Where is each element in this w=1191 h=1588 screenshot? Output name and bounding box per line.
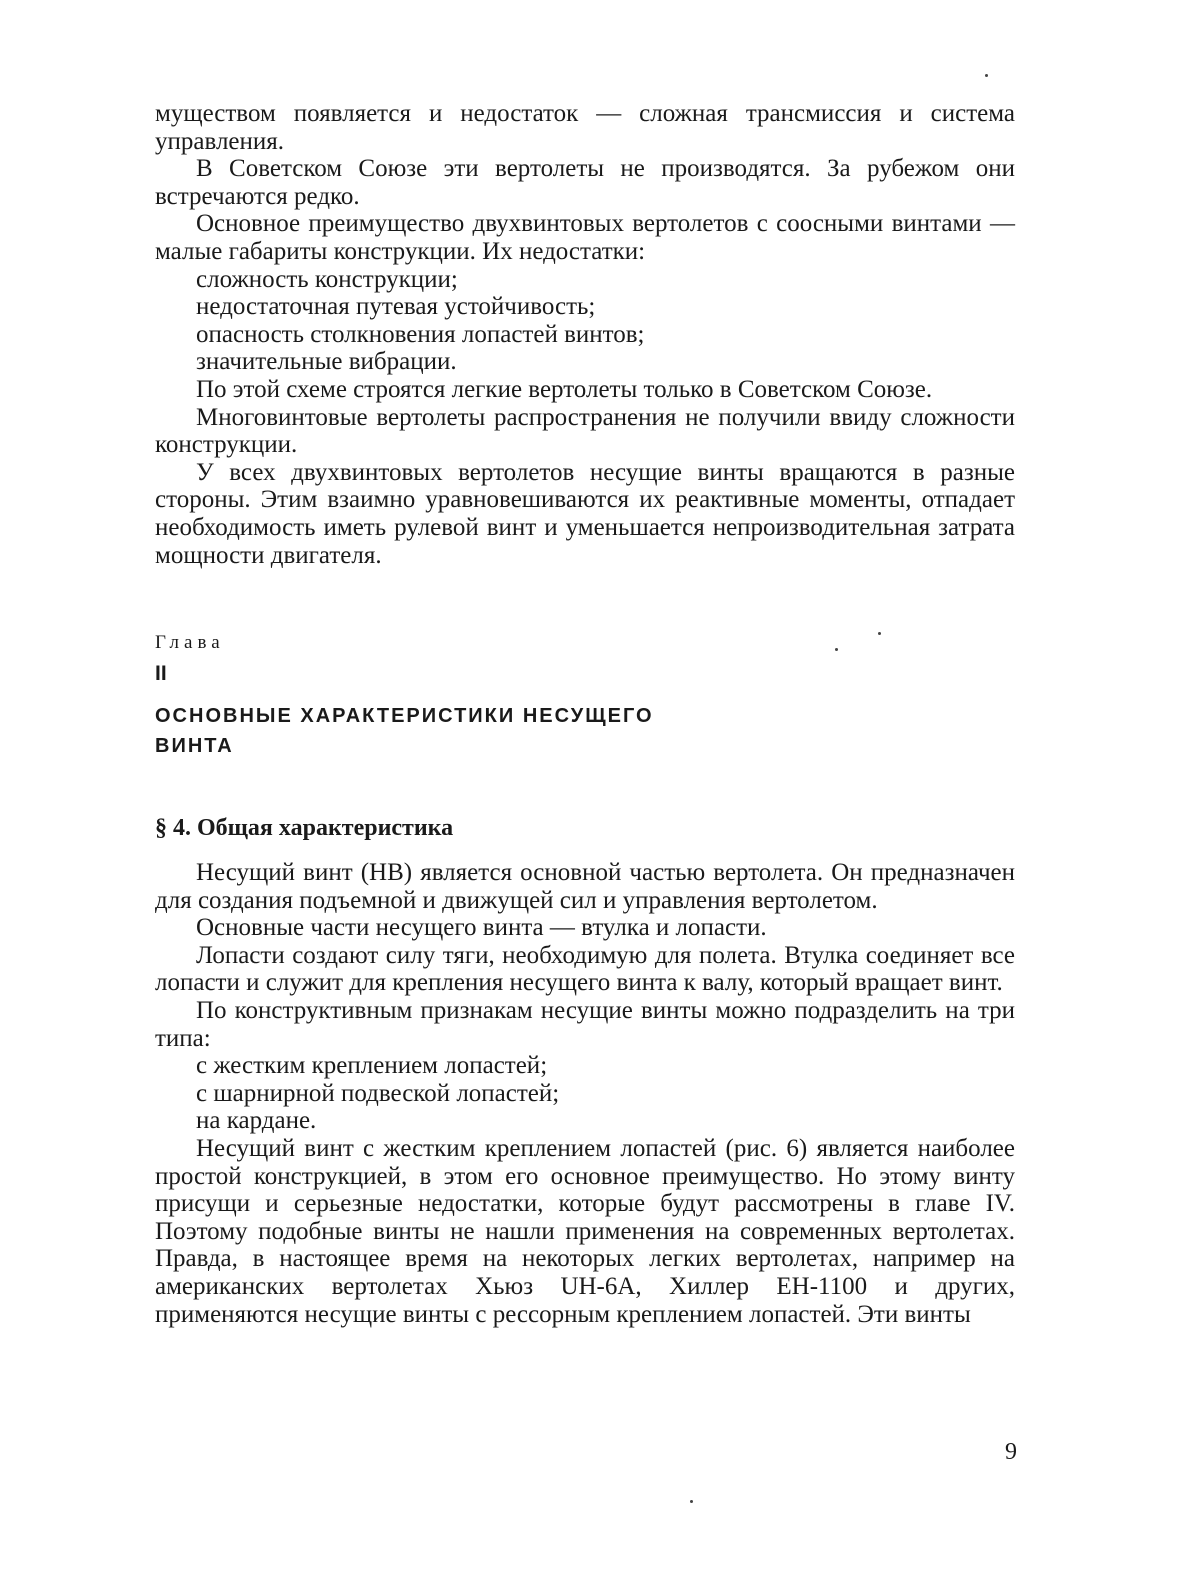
list-item: недостаточная путевая устойчивость; <box>196 293 596 321</box>
section-heading: § 4. Общая характеристика <box>155 815 454 842</box>
page-body <box>155 100 1015 1328</box>
chapter-number: II <box>155 662 167 686</box>
scan-speck <box>878 632 881 635</box>
chapter-title-line: ВИНТА <box>155 735 234 758</box>
list-item: с жестким креплением лопастей; <box>196 1052 548 1080</box>
chapter-title-line: ОСНОВНЫЕ ХАРАКТЕРИСТИКИ НЕСУЩЕГО <box>155 705 654 728</box>
list-item: сложность конструкции; <box>196 265 458 293</box>
drawbacks-list <box>155 266 1015 376</box>
paragraph: Несущий винт (НВ) является основной частью вертолета. Он предназначен для создания подъемной и движущей сил и управления вертолетом. <box>155 859 1015 914</box>
types-list <box>155 1052 1015 1135</box>
list-item: значительные вибрации. <box>196 348 457 376</box>
paragraph: В Советском Союзе эти вертолеты не производятся. За рубежом они встречаются редко. <box>155 155 1015 210</box>
paragraph: У всех двухвинтовых вертолетов несущие винты вращаются в разные стороны. Этим взаимно уравновешиваются их реактивные моменты, отпадает необходимость иметь рулевой винт и уменьшается непроизводительная затрата мощности двигателя. <box>155 458 1015 569</box>
list-item: опасность столкновения лопастей винтов; <box>196 320 645 348</box>
chapter-title <box>155 701 715 761</box>
paragraph: По этой схеме строятся легкие вертолеты только в Советском Союзе. <box>196 375 933 403</box>
paragraph: Основные части несущего винта — втулка и лопасти. <box>196 914 767 942</box>
scan-speck <box>985 74 988 77</box>
paragraph: муществом появляется и недостаток — сложная трансмиссия и система управления. <box>155 100 1015 155</box>
paragraph: Несущий винт с жестким креплением лопастей (рис. 6) является наиболее простой конструкцией, в этом его основное преимущество. Но этому винту присущи и серьезные недостатки, которые будут рассмотрены в главе IV. Поэтому подобные винты не нашли применения на современных вертолетах. Правда, в настоящее время на некоторых легких вертолетах, например на американских вертолетах Хьюз UH-6A, Хиллер ЕН-1100 и других, применяются несущие винты с рессорным креплением лопастей. Эти винты <box>155 1135 1015 1328</box>
paragraph: Многовинтовые вертолеты распространения не получили ввиду сложности конструкции. <box>155 403 1015 459</box>
paragraph: Основное преимущество двухвинтовых вертолетов с соосными винтами — малые габариты конструкции. Их недостатки: <box>155 210 1015 265</box>
scan-speck <box>835 648 838 651</box>
chapter-label: Глава <box>155 632 225 654</box>
list-item: на кардане. <box>196 1107 317 1135</box>
scan-speck <box>690 1500 693 1503</box>
paragraph: По конструктивным признакам несущие винты можно подразделить на три типа: <box>155 997 1015 1052</box>
paragraph: Лопасти создают силу тяги, необходимую для полета. Втулка соединяет все лопасти и служит для крепления несущего винта к валу, который вращает винт. <box>155 941 1015 997</box>
list-item: с шарнирной подвеской лопастей; <box>196 1079 560 1107</box>
page-number: 9 <box>1005 1439 1017 1465</box>
